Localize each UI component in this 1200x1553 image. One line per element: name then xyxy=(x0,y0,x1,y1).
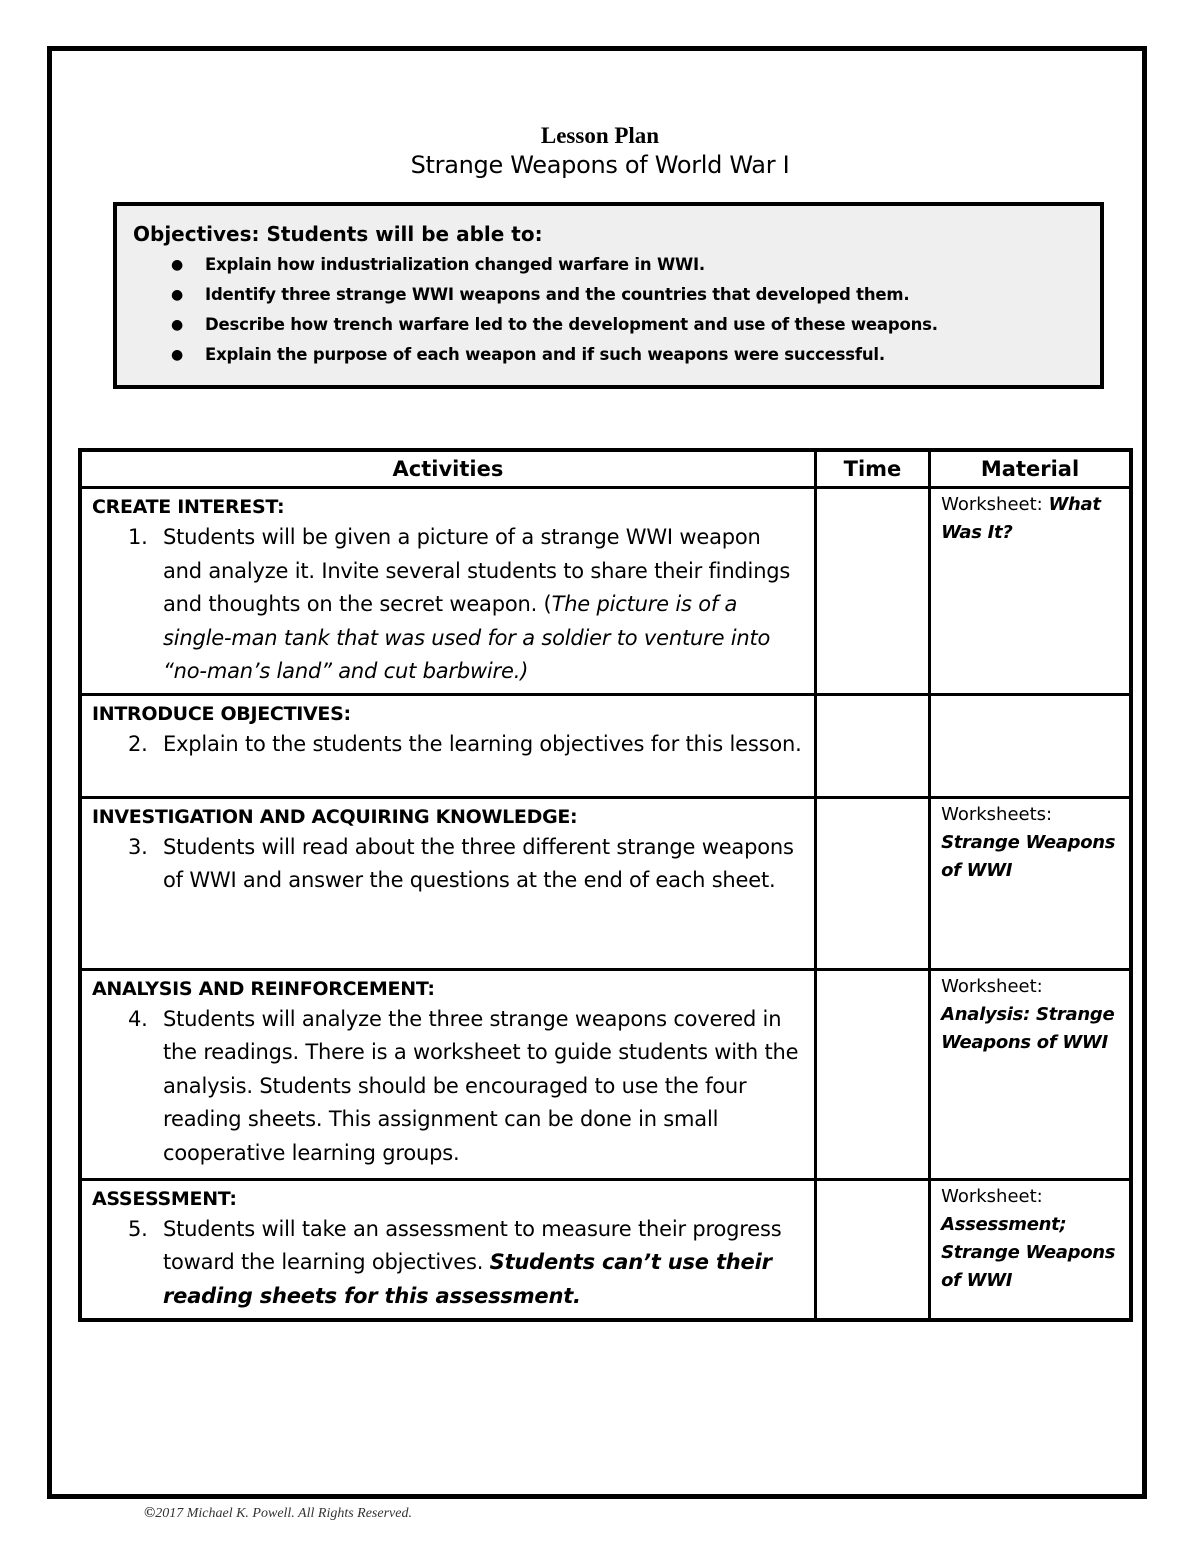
time-cell xyxy=(815,488,929,695)
step-number: 3. xyxy=(128,834,148,859)
step-text: Explain to the students the learning objectives for this lesson. xyxy=(163,731,802,756)
table-header-row xyxy=(80,450,1131,488)
activity-step xyxy=(92,521,804,689)
time-cell xyxy=(815,797,929,969)
material-cell xyxy=(930,797,1131,969)
activity-step xyxy=(92,728,804,762)
table-row xyxy=(80,969,1131,1179)
objectives-box xyxy=(113,202,1104,389)
table-row xyxy=(80,488,1131,695)
activities-table xyxy=(78,448,1133,1322)
material-cell xyxy=(930,969,1131,1179)
step-number: 1. xyxy=(128,525,148,549)
section-heading: CREATE INTEREST: xyxy=(92,496,285,518)
material-cell xyxy=(930,694,1131,797)
step-text: Students will read about the three different strange weapons of WWI and answer the questions at the end of each sheet. xyxy=(163,834,794,892)
step-number: 2. xyxy=(128,731,148,756)
objective-item: ● Explain how industrialization changed warfare in WWI. xyxy=(171,250,1100,280)
material-name: Strange Weapons of WWI xyxy=(941,831,1116,881)
activity-cell xyxy=(80,969,815,1179)
material-name: What Was It? xyxy=(941,494,1101,543)
step-text-bold-italic: Students can’t use their reading sheets for this assessment. xyxy=(163,1250,772,1308)
step-text: Students will be given a picture of a strange WWI weapon and analyze it. Invite several students to share their findings and thoughts on the secret weapon. ( xyxy=(163,525,791,616)
copyright-icon: © xyxy=(144,1505,156,1521)
step-number: 5. xyxy=(128,1216,148,1241)
bullet-icon: ● xyxy=(171,287,184,303)
copyright-footer xyxy=(144,1505,412,1522)
bullet-icon: ● xyxy=(171,317,184,333)
material-label: Worksheets: xyxy=(941,803,1053,825)
activity-step xyxy=(92,1003,804,1171)
activity-cell xyxy=(80,1179,815,1320)
table-row xyxy=(80,797,1131,969)
section-heading: INVESTIGATION AND ACQUIRING KNOWLEDGE: xyxy=(92,805,578,828)
objective-item: ● Explain the purpose of each weapon and if such weapons were successful. xyxy=(171,340,1100,370)
table-row xyxy=(80,694,1131,797)
time-cell xyxy=(815,694,929,797)
objectives-heading: Objectives: Students will be able to: xyxy=(133,222,543,246)
material-cell xyxy=(930,488,1131,695)
objectives-list xyxy=(133,250,1100,370)
header-material: Material xyxy=(930,450,1131,488)
title-block xyxy=(0,122,1200,180)
bullet-icon: ● xyxy=(171,347,184,363)
activity-cell xyxy=(80,694,815,797)
material-label: Worksheet: xyxy=(941,494,1049,515)
material-name: Assessment; Strange Weapons of WWI xyxy=(941,1213,1116,1291)
section-heading: ASSESSMENT: xyxy=(92,1187,237,1210)
document-type: Lesson Plan xyxy=(540,123,660,148)
activity-step xyxy=(92,1213,804,1314)
activity-cell xyxy=(80,797,815,969)
activity-cell xyxy=(80,488,815,695)
material-name: Analysis: Strange Weapons of WWI xyxy=(941,1003,1115,1053)
table-row xyxy=(80,1179,1131,1320)
step-number: 4. xyxy=(128,1006,148,1031)
step-text: Students will take an assessment to measure their progress toward the learning objectives. xyxy=(163,1216,782,1274)
copyright-text: 2017 Michael K. Powell. All Rights Reserved. xyxy=(155,1506,412,1521)
objective-item: ● Identify three strange WWI weapons and the countries that developed them. xyxy=(171,280,1100,310)
header-activities: Activities xyxy=(80,450,815,488)
bullet-icon: ● xyxy=(171,257,184,273)
material-cell xyxy=(930,1179,1131,1320)
step-text: Students will analyze the three strange weapons covered in the readings. There is a worksheet to guide students with the analysis. Students should be encouraged to use the four reading sheets. This assignment can be done in small cooperative learning groups. xyxy=(163,1006,799,1165)
step-text-italic: The picture is of a single-man tank that was used for a soldier to venture into “no-man’s land” and cut barbwire.) xyxy=(163,592,771,683)
time-cell xyxy=(815,1179,929,1320)
time-cell xyxy=(815,969,929,1179)
activity-step xyxy=(92,831,804,898)
material-label: Worksheet: xyxy=(941,975,1043,997)
section-heading: INTRODUCE OBJECTIVES: xyxy=(92,702,351,725)
objective-item: ● Describe how trench warfare led to the development and use of these weapons. xyxy=(171,310,1100,340)
material-label: Worksheet: xyxy=(941,1185,1043,1207)
page-title: Strange Weapons of World War I xyxy=(410,151,790,179)
section-heading: ANALYSIS AND REINFORCEMENT: xyxy=(92,977,435,1000)
header-time: Time xyxy=(815,450,929,488)
